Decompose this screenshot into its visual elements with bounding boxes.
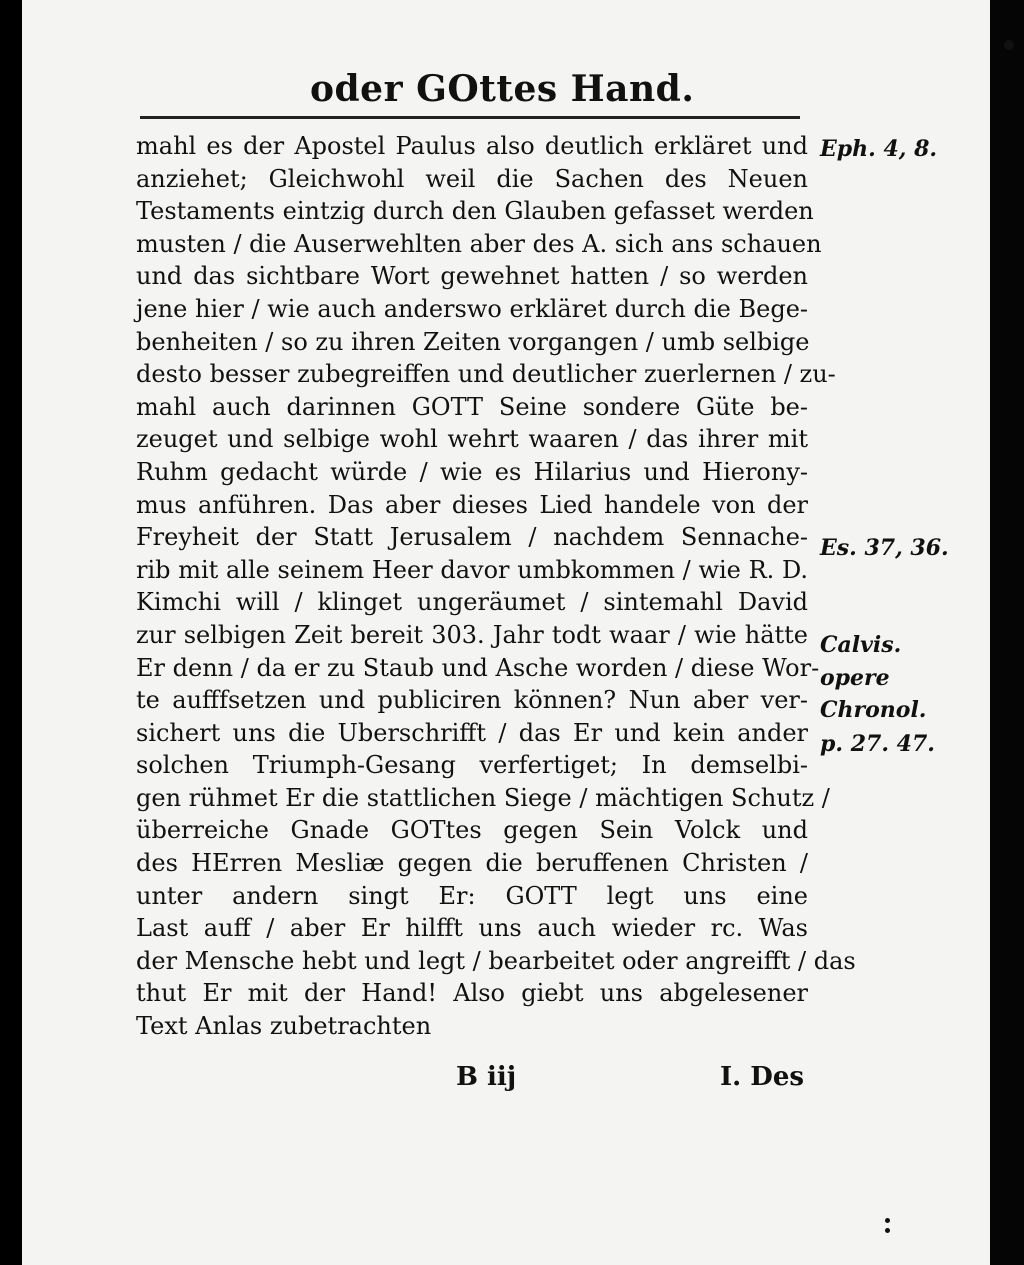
text-line: des HErren Mesliæ gegen die beruffenen Christen /	[136, 849, 808, 878]
text-line: Text Anlas zubetrachten	[136, 1012, 432, 1041]
catchword: I. Des	[720, 1062, 804, 1092]
text-line: mahl es der Apostel Paulus also deutlich erkläret und	[136, 132, 808, 160]
margin-note: Eph. 4, 8.	[820, 136, 938, 162]
margin-note: Calvis.	[820, 632, 902, 658]
text-line: unter andern singt Er: GOTT legt uns eine	[136, 881, 808, 910]
text-line: zur selbigen Zeit bereit 303. Jahr todt waar / wie hätte	[136, 620, 808, 649]
scan-speck	[885, 1228, 890, 1233]
header-rule	[140, 116, 800, 119]
text-line: anziehet; Gleichwohl weil die Sachen des Neuen	[136, 164, 808, 193]
text-line: mus anführen. Das aber dieses Lied handele von der	[136, 490, 808, 519]
text-line: solchen Triumph-Gesang verfertiget; In demselbi-	[136, 751, 808, 780]
text-line: Er denn / da er zu Staub und Asche worden / diese Wor-	[136, 653, 820, 682]
text-line: überreiche Gnade GOTtes gegen Sein Volck und	[136, 816, 808, 845]
text-line: mahl auch darinnen GOTT Seine sondere Güte be-	[136, 392, 808, 421]
text-line: zeuget und selbige wohl wehrt waaren / das ihrer mit	[136, 425, 808, 454]
text-line: jene hier / wie auch anderswo erkläret durch die Bege-	[136, 294, 808, 323]
running-header: oder GOttes Hand.	[310, 68, 695, 110]
text-line: Testaments eintzig durch den Glauben gefasset werden	[136, 197, 814, 226]
margin-note: opere	[820, 665, 890, 691]
text-line: Freyheit der Statt Jerusalem / nachdem Sennache-	[136, 523, 808, 552]
text-line: und das sichtbare Wort gewehnet hatten / so werden	[136, 262, 808, 291]
margin-note: p. 27. 47.	[820, 731, 935, 757]
text-line: te aufffsetzen und publiciren können? Nun aber ver-	[136, 686, 808, 715]
text-line: sichert uns die Uberschrifft / das Er und kein ander	[136, 718, 808, 747]
text-line: rib mit alle seinem Heer davor umbkommen / wie R. D.	[136, 555, 808, 584]
text-line: desto besser zubegreiffen und deutlicher zuerlernen / zu-	[136, 360, 836, 389]
margin-note: Es. 37, 36.	[820, 535, 949, 561]
text-line: gen rühmet Er die stattlichen Siege / mächtigen Schutz /	[136, 783, 830, 812]
text-line: thut Er mit der Hand! Also giebt uns abgelesener	[136, 979, 808, 1008]
text-line: Kimchi will / klinget ungeräumet / sintemahl David	[136, 588, 808, 617]
scan-dot	[1004, 40, 1014, 50]
signature-mark: B iij	[456, 1062, 517, 1092]
text-line: benheiten / so zu ihren Zeiten vorgangen / umb selbige	[136, 327, 810, 356]
text-line: der Mensche hebt und legt / bearbeitet oder angreifft / das	[136, 946, 856, 975]
margin-note: Chronol.	[820, 697, 927, 723]
text-line: Ruhm gedacht würde / wie es Hilarius und Hierony-	[136, 457, 808, 486]
scan-speck	[885, 1218, 890, 1223]
text-line: Last auff / aber Er hilfft uns auch wieder rc. Was	[136, 914, 808, 943]
scan-border-right	[990, 0, 1024, 1265]
text-line: musten / die Auserwehlten aber des A. sich ans schauen	[136, 229, 822, 258]
